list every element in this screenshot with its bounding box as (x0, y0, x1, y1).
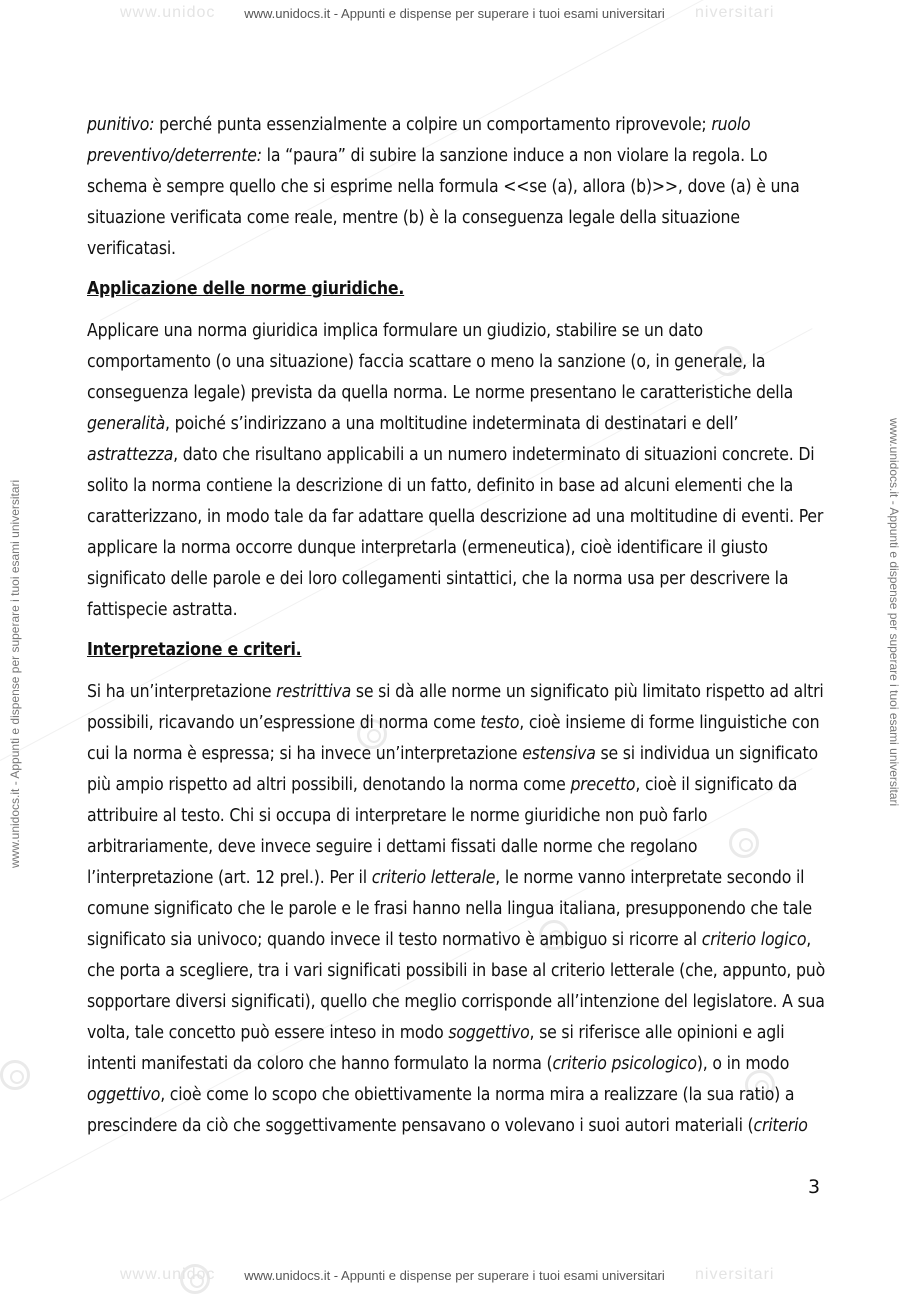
italic-term: soggettivo (448, 1023, 530, 1043)
text-run: la “paura” di subire la sanzione induce a non violare la regola. Lo schema è sempre quello che si esprime nella formula <<se (a), allora (b)>>, dove (a) è una situazione verificata come reale, mentre (b) è la conseguenza legale della situazione verificatasi. (87, 146, 800, 259)
italic-term: restrittiva (276, 682, 352, 702)
section-heading-interpretazione: Interpretazione e criteri. (87, 640, 302, 660)
text-run: , cioè il significato da attribuire al testo. Chi si occupa di interpretare le norme giuridiche non può farlo arbitrariamente, deve invece seguire i dettami fissati dalle norme che regolano l’interpretazione (art. 12 prel.). Per il (87, 775, 798, 888)
italic-term: criterio psicologico (552, 1054, 697, 1074)
text-run: se si dà alle norme un significato più limitato rispetto ad altri possibili, ricavando un’espressione di norma come (87, 682, 824, 733)
text-run: , che porta a scegliere, tra i vari significati possibili in base al criterio letterale (che, appunto, può sopportare diversi significati), quello che meglio corrisponde all’intenzione del legislatore. A sua volta, tale concetto può essere inteso in modo (87, 930, 826, 1043)
text-run: , dato che risultano applicabili a un numero indeterminato di situazioni concrete. Di solito la norma contiene la descrizione di un fatto, definito in base ad alcuni elementi che la caratterizzano, in modo tale da far adattare quella descrizione ad una moltitudine di eventi. Per applicare la norma occorre dunque interpretarla (ermeneutica), cioè identificare il giusto significato delle parole e dei loro collegamenti sintattici, che la norma usa per descrivere la fattispecie astratta. (87, 445, 824, 620)
watermark-ghost-left: www.unidoc (120, 1266, 216, 1283)
paragraph-applicazione (87, 316, 825, 626)
text-run: , cioè insieme di forme linguistiche con cui la norma è espressa; si ha invece un’interpretazione (87, 713, 820, 764)
watermark-logo-icon (0, 1060, 30, 1090)
page-number: 3 (808, 1176, 821, 1198)
text-run: , poiché s’indirizzano a una moltitudine indeterminata di destinatari e dell’ (165, 414, 739, 434)
text-run: se si individua un significato più ampio rispetto ad altri possibili, denotando la norma come (87, 744, 818, 795)
italic-term: generalità (87, 414, 166, 434)
watermark-ghost-right: niversitari (695, 4, 775, 21)
section-heading-applicazione: Applicazione delle norme giuridiche. (87, 279, 405, 299)
italic-term: precetto (570, 775, 636, 795)
italic-term: estensiva (522, 744, 596, 764)
text-run: , se si riferisce alle opinioni e agli intenti manifestati da coloro che hanno formulato la norma ( (87, 1023, 785, 1074)
paragraph-interpretazione (87, 677, 825, 1142)
text-run: , le norme vanno interpretate secondo il comune significato che le parole e le frasi hanno nella lingua italiana, presupponendo che tale significato sia univoco; quando invece il testo normativo è ambiguo si ricorre al (87, 868, 812, 950)
watermark-footer: www.unidocs.it - Appunti e dispense per superare i tuoi esami universitari (244, 1268, 665, 1283)
watermark-side-left: www.unidocs.it - Appunti e dispense per superare i tuoi esami universitari (8, 479, 22, 868)
watermark-side-right: www.unidocs.it - Appunti e dispense per superare i tuoi esami universitari (887, 418, 901, 807)
italic-term: criterio letterale (371, 868, 496, 888)
italic-term: punitivo: (87, 115, 155, 135)
text-run: Si ha un’interpretazione (87, 682, 277, 702)
italic-term: oggettivo (87, 1085, 161, 1105)
watermark-ghost-right: niversitari (695, 1266, 775, 1283)
text-run: ), o in modo (696, 1054, 790, 1074)
text-run: perché punta essenzialmente a colpire un comportamento riprovevole; (154, 115, 712, 135)
italic-term: criterio logico (701, 930, 807, 950)
italic-term: criterio (753, 1116, 808, 1136)
italic-term: testo (480, 713, 520, 733)
italic-term: astrattezza (87, 445, 174, 465)
italic-term: ruolo preventivo/deterrente: (87, 115, 751, 166)
watermark-header: www.unidocs.it - Appunti e dispense per superare i tuoi esami universitari (244, 6, 665, 21)
text-run: , cioè come lo scopo che obiettivamente la norma mira a realizzare (la sua ratio) a prescindere da ciò che soggettivamente pensavano o volevano i suoi autori materiali ( (87, 1085, 795, 1136)
text-run: Applicare una norma giuridica implica formulare un giudizio, stabilire se un dato comportamento (o una situazione) faccia scattare o meno la sanzione (o, in generale, la conseguenza legale) prevista da quella norma. Le norme presentano le caratteristiche della (87, 321, 794, 403)
paragraph-sanction-roles (87, 110, 825, 265)
watermark-ghost-left: www.unidoc (120, 4, 216, 21)
document-body (87, 110, 825, 1142)
